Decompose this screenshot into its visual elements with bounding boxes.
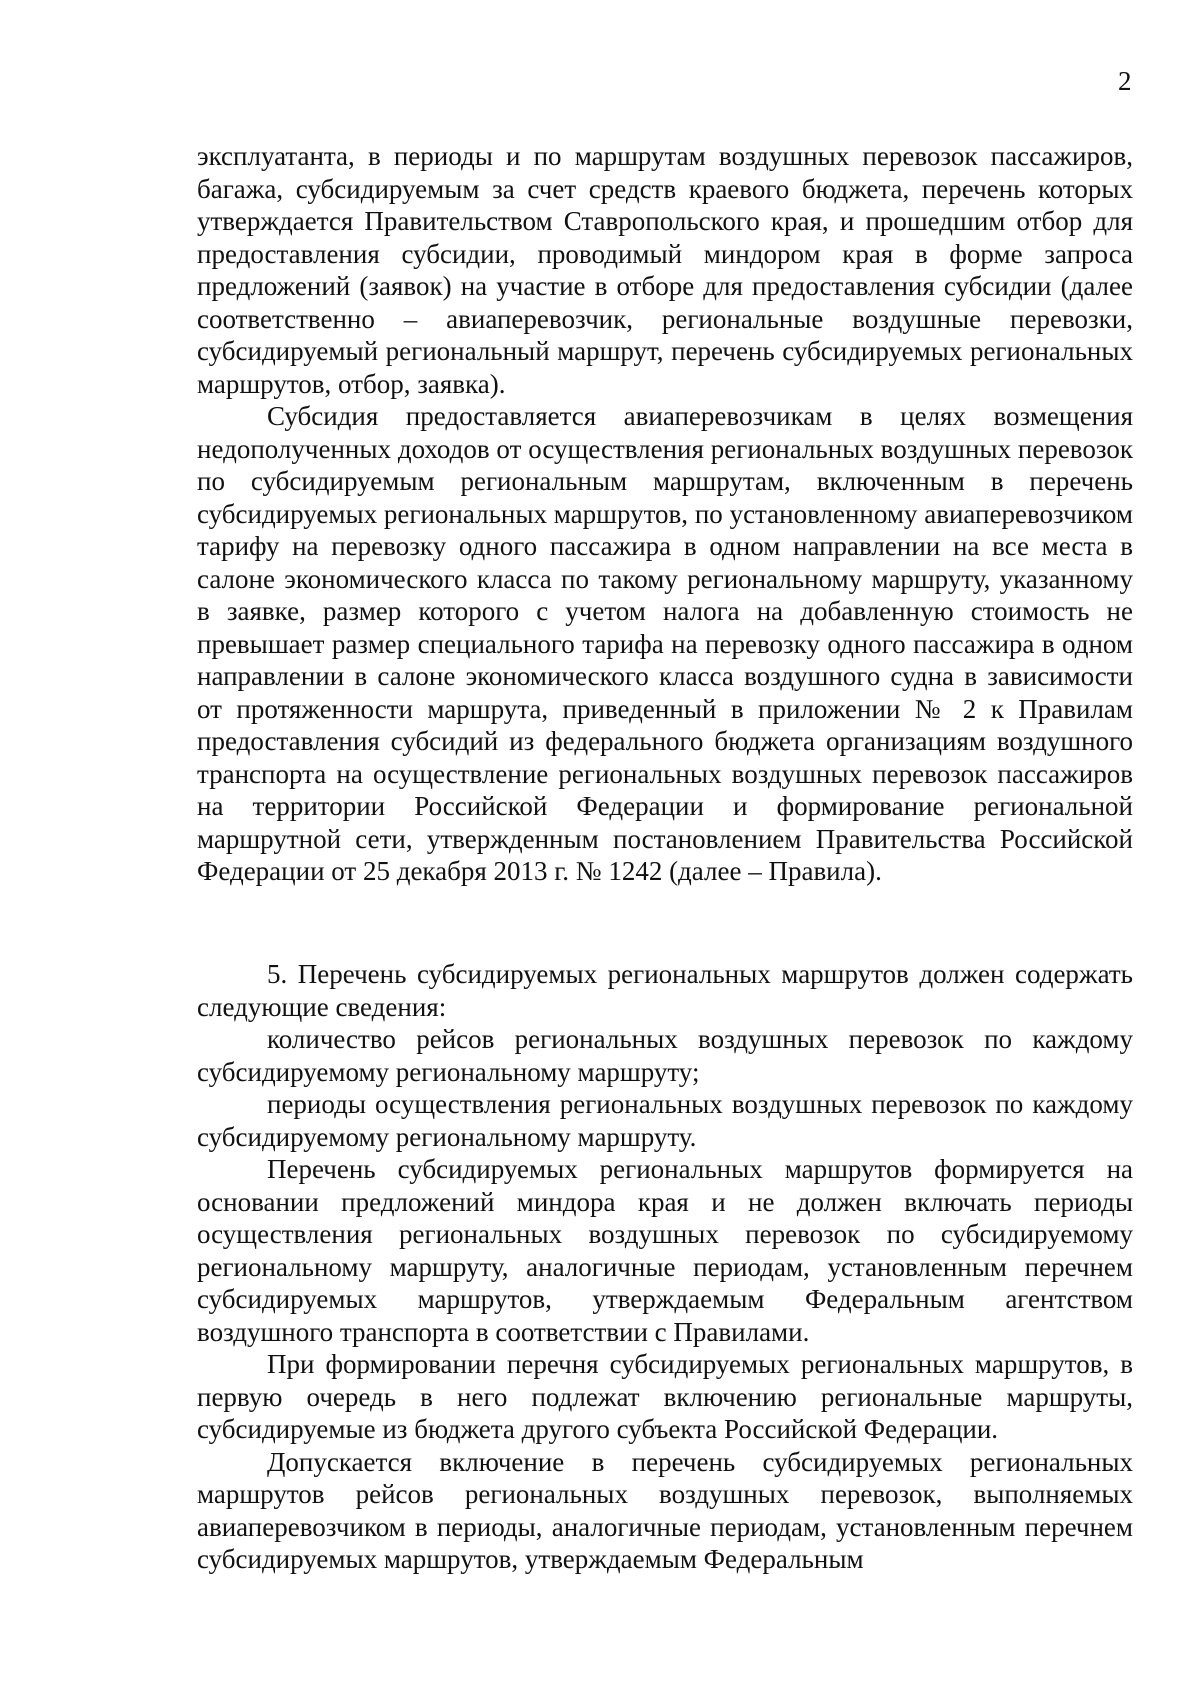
paragraph-inclusion-allowed: Допускается включение в перечень субсидируемых региональных маршрутов рейсов региональных воздушных перевозок, выполняемых авиаперевозчиком в периоды, аналогичные периодам, установленным перечнем субсидируемых маршрутов, утверждаемым Федеральным bbox=[197, 1446, 1133, 1574]
paragraph-priority-routes: При формировании перечня субсидируемых региональных маршрутов, в первую очередь в него подлежат включению региональные маршруты, субсидируемые из бюджета другого субъекта Российской Федерации. bbox=[197, 1349, 1133, 1444]
paragraph-flights-count: количество рейсов региональных воздушных перевозок по каждому субсидируемому региональному маршруту; bbox=[197, 1024, 1133, 1087]
text-section-continuation bbox=[197, 140, 1133, 888]
paragraph-subsidy-purpose: Субсидия предоставляется авиаперевозчикам в целях возмещения недополученных доходов от осуществления региональных воздушных перевозок по субсидируемым региональным маршрутам, включенным в перечень субсидируемых региональных маршрутов, по установленному авиаперевозчиком тарифу на перевозку одного пассажира в одном направлении на все места в салоне экономического класса по такому региональному маршруту, указанному в заявке, размер которого с учетом налога на добавленную стоимость не превышает размер специального тарифа на перевозку одного пассажира в одном направлении в салоне экономического класса воздушного судна в зависимости от протяженности маршрута, приведенный в приложении № 2 к Правилам предоставления субсидий из федерального бюджета организациям воздушного транспорта на осуществление региональных воздушных перевозок пассажиров на территории Российской Федерации и формирование региональной маршрутной сети, утвержденным постановлением Правительства Российской Федерации от 25 декабря 2013 г. № 1242 (далее – Правила). bbox=[197, 401, 1133, 886]
paragraph-operator-definition: эксплуатанта, в периоды и по маршрутам воздушных перевозок пассажиров, багажа, субсидируемым за счет средств краевого бюджета, перечень которых утверждается Правительством Ставропольского края, и прошедшим отбор для предоставления субсидии, проводимый миндором края в форме запроса предложений (заявок) на участие в отборе для предоставления субсидии (далее соответственно – авиаперевозчик, региональные воздушные перевозки, субсидируемый региональный маршрут, перечень субсидируемых региональных маршрутов, отбор, заявка). bbox=[197, 141, 1133, 399]
paragraph-item-5: 5. Перечень субсидируемых региональных маршрутов должен содержать следующие сведения: bbox=[197, 959, 1133, 1022]
paragraph-periods: периоды осуществления региональных воздушных перевозок по каждому субсидируемому региональному маршруту. bbox=[197, 1089, 1133, 1152]
text-section-5 bbox=[197, 958, 1133, 1576]
paragraph-list-formation: Перечень субсидируемых региональных маршрутов формируется на основании предложений миндора края и не должен включать периоды осуществления региональных воздушных перевозок по субсидируемому региональному маршруту, аналогичные периодам, установленным перечнем субсидируемых маршрутов, утверждаемым Федеральным агентством воздушного транспорта в соответствии с Правилами. bbox=[197, 1154, 1133, 1347]
page-number: 2 bbox=[1118, 66, 1132, 96]
